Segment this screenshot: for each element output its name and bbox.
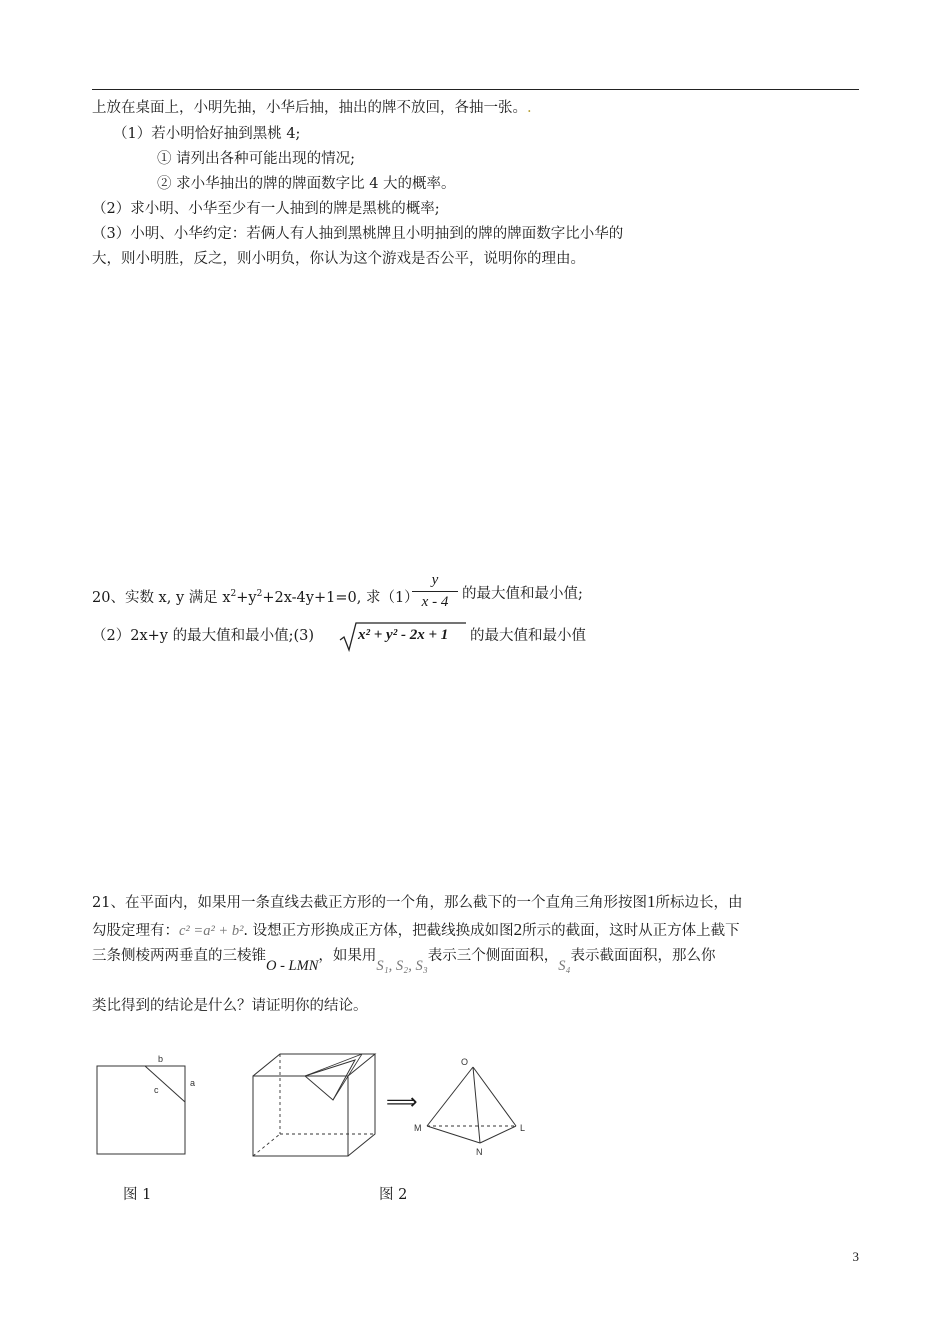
problem-20-line1: 20、实数 x, y 满足 $x^2+y^2+2x-4y+1=0$, 求（1） [92, 589, 419, 606]
figure-1-caption: 图 1 [123, 1187, 152, 1203]
problem-21-line2: 勾股定理有：c² =a² + b². 设想正方形换成正方体，把截线换成如图2所示的截面，这时从正方体上截下 [92, 920, 740, 939]
label-c: c [154, 1085, 159, 1095]
problem-21-line4: 类比得到的结论是什么？请证明你的结论。 [92, 998, 368, 1014]
fraction-denominator: x - 4 [421, 594, 449, 610]
label-M: M [414, 1123, 422, 1133]
sqrt-expression: x² + y² - 2x + 1 [358, 627, 449, 643]
label-b: b [158, 1054, 164, 1064]
text-line: 上放在桌面上，小明先抽，小华后抽，抽出的牌不放回，各抽一张。. [92, 100, 532, 116]
label-N: N [476, 1147, 483, 1157]
figure-2-tetrahedron [410, 1055, 535, 1160]
problem-20-line2: （2）2x+y 的最大值和最小值;(3) [92, 628, 315, 644]
implies-arrow: ⟹ [386, 1090, 418, 1115]
fraction-numerator: y [431, 572, 439, 588]
text-line: （3）小明、小华约定：若俩人有人抽到黑桃牌且小明抽到的牌的牌面数字比小华的 [92, 226, 624, 242]
problem-21-line3: 三条侧棱两两垂直的三棱锥O - LMN，如果用S₁, S₂, S₃表示三个侧面面积，S₄表示截面面积，那么你 [92, 948, 716, 974]
problem-21-line1: 21、在平面内，如果用一条直线去截正方形的一个角，那么截下的一个直角三角形按图1所标边长，由 [92, 892, 743, 911]
text-line: ① 请列出各种可能出现的情况; [157, 151, 355, 167]
text-line: （2）求小明、小华至少有一人抽到的牌是黑桃的概率; [92, 201, 440, 217]
label-a: a [190, 1078, 196, 1088]
problem-20-suffix: 的最大值和最小值; [462, 586, 583, 602]
problem-20-line2-suffix: 的最大值和最小值 [470, 628, 586, 644]
figure-2-caption: 图 2 [379, 1187, 408, 1203]
text-line: ② 求小华抽出的牌的牌面数字比 4 大的概率。 [157, 176, 456, 192]
figure-2-cube [245, 1048, 385, 1160]
text-line: （1）若小明恰好抽到黑桃 4; [113, 126, 301, 142]
fraction [412, 572, 458, 611]
label-O: O [461, 1057, 469, 1067]
header-rule [92, 89, 859, 90]
figure-1-square [90, 1050, 200, 1160]
label-L: L [520, 1123, 526, 1133]
text-line: 大，则小明胜，反之，则小明负，你认为这个游戏是否公平，说明你的理由。 [92, 251, 585, 267]
page-number: 3 [852, 1249, 859, 1264]
